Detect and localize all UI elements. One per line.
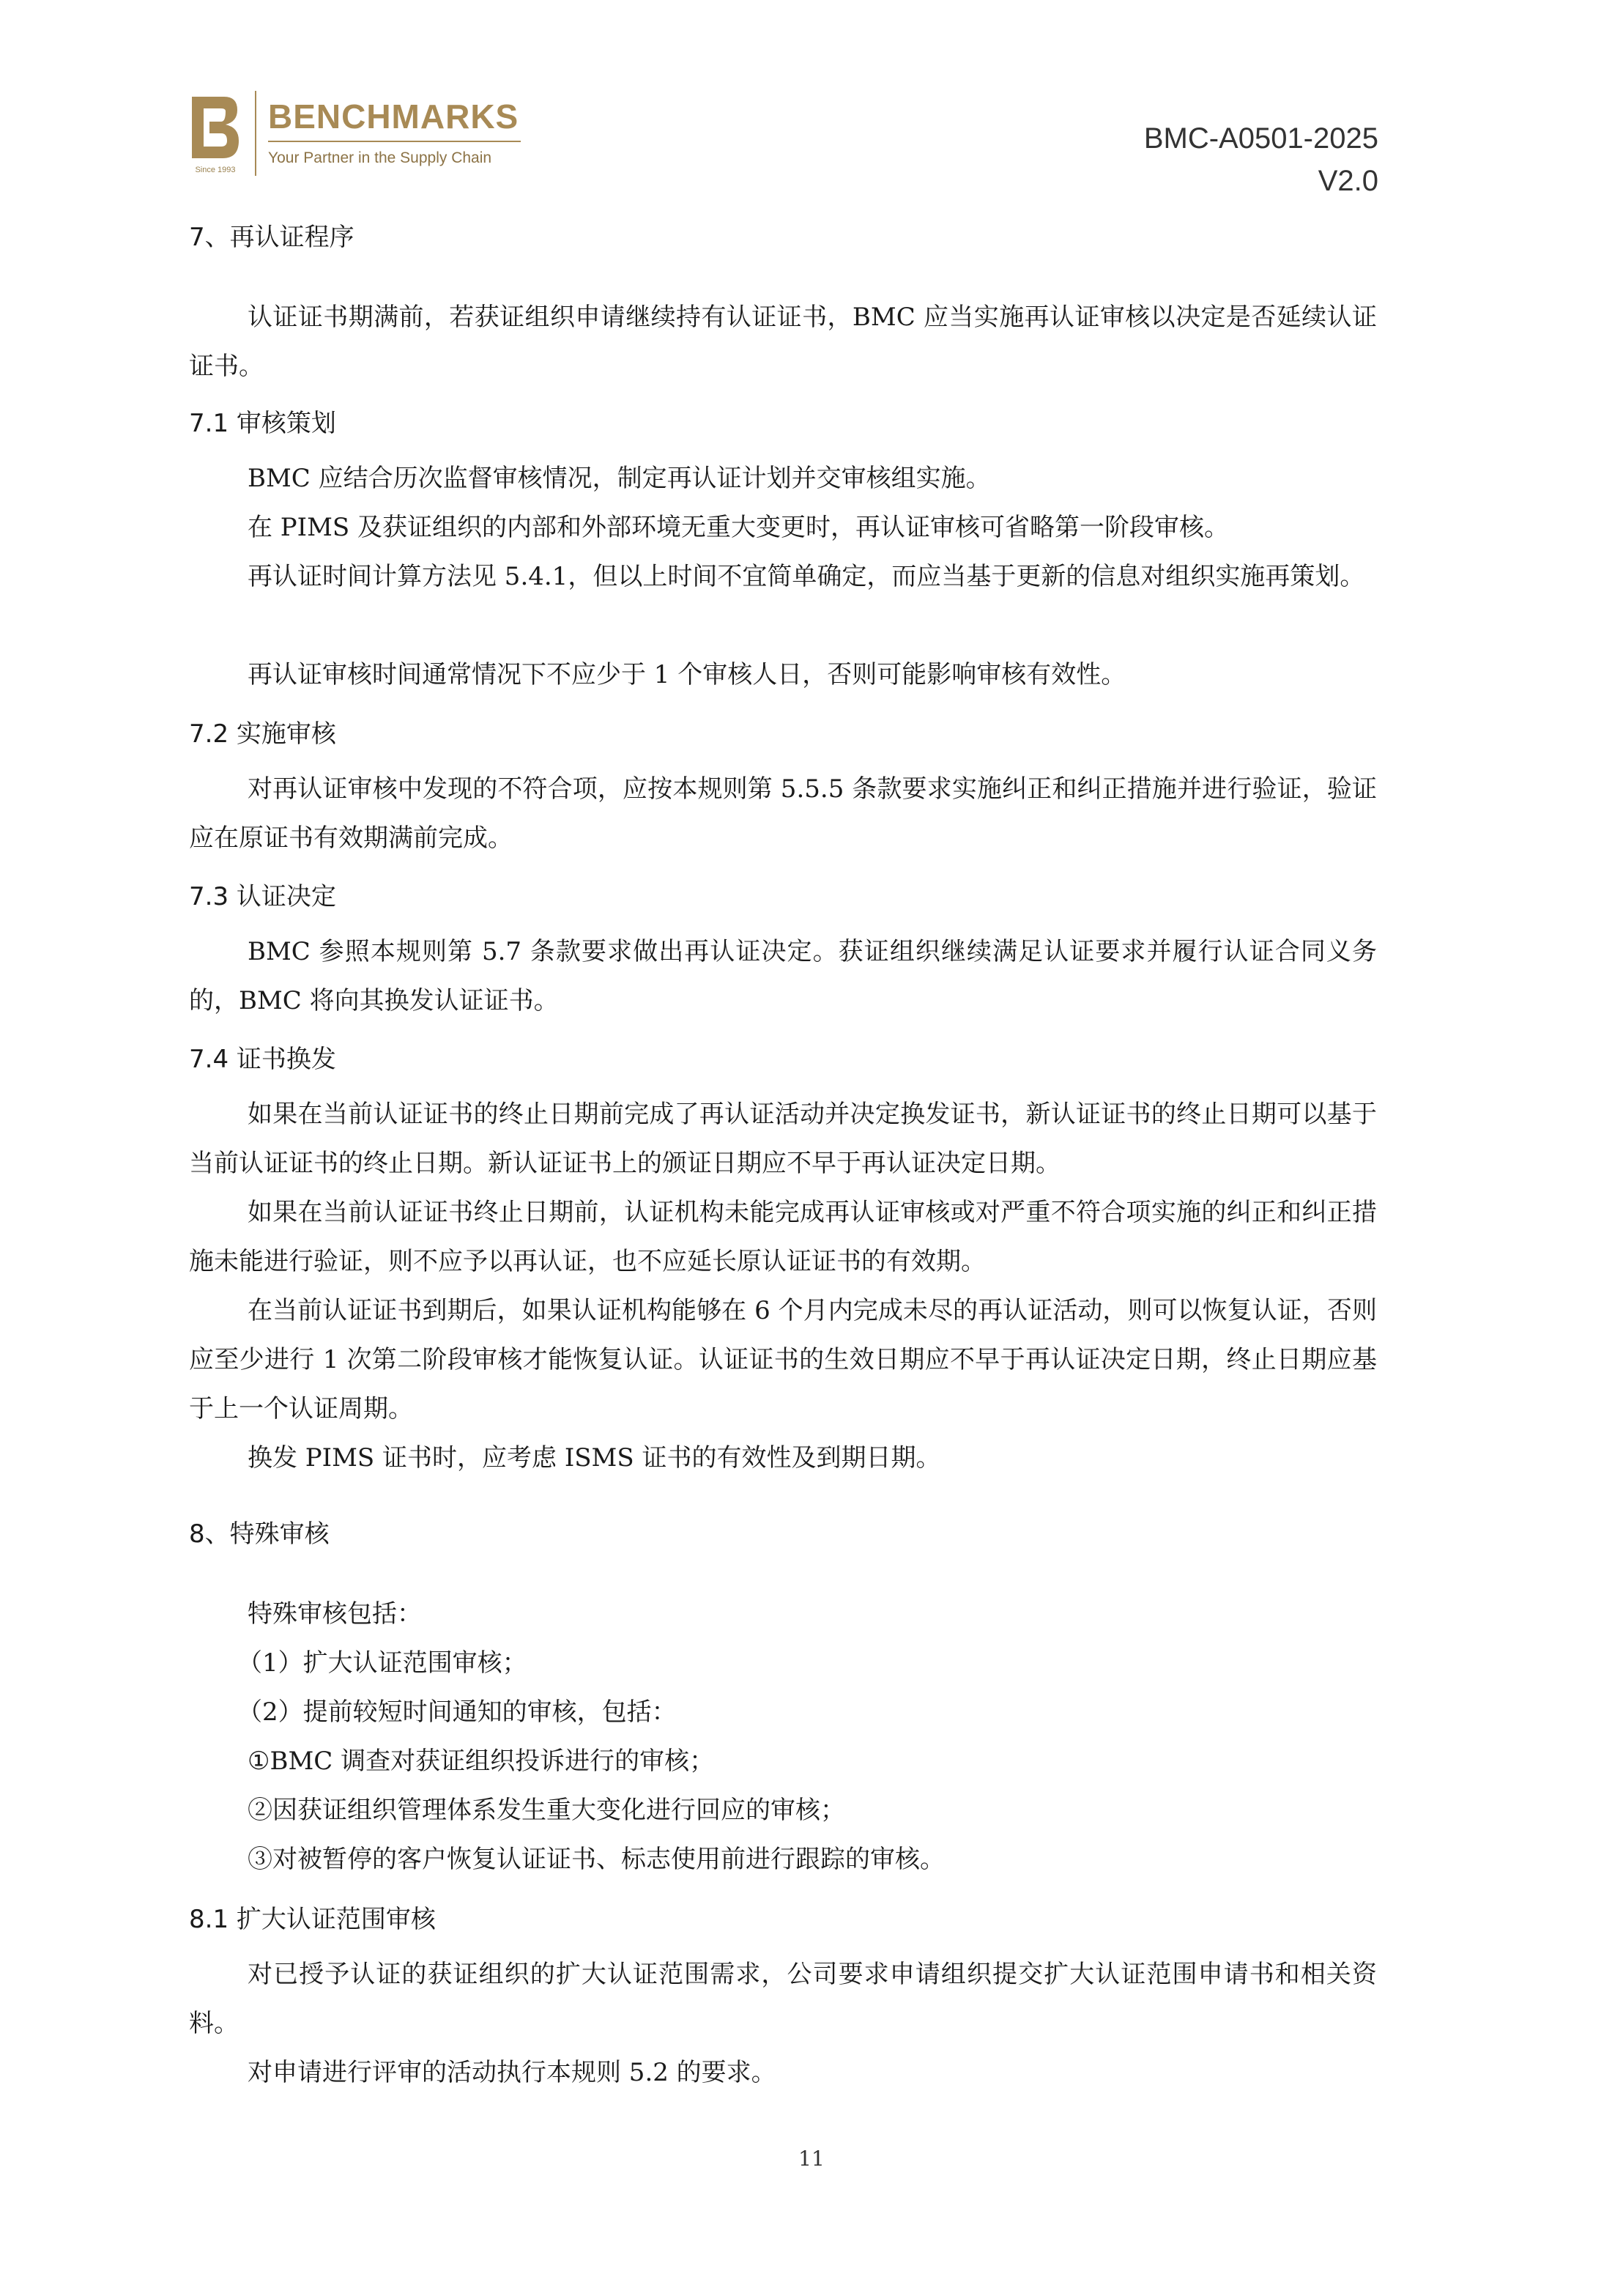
section-8-1-title: 8.1 扩大认证范围审核	[189, 1905, 436, 1934]
page-number: 11	[798, 2147, 825, 2171]
section-8-title: 8、特殊审核	[189, 1519, 330, 1549]
section-7-2-title: 7.2 实施审核	[189, 719, 336, 749]
section-8-1-para-1: 对已授予认证的获证组织的扩大认证范围需求，公司要求申请组织提交扩大认证范围申请书和相关资料。	[189, 1960, 1377, 2038]
section-7-4-title: 7.4 证书换发	[189, 1045, 336, 1074]
section-7-intro: 认证证书期满前，若获证组织申请继续持有认证证书，BMC 应当实施再认证审核以决定是否延续认证证书。	[189, 303, 1377, 381]
brand-underline	[268, 141, 521, 142]
section-7-1-para-4: 再认证审核时间通常情况下不应少于 1 个审核人日，否则可能影响审核有效性。	[248, 660, 1126, 689]
document-version: V2.0	[1318, 165, 1378, 197]
section-7-4-para-2: 如果在当前认证证书终止日期前，认证机构未能完成再认证审核或对严重不符合项实施的纠正和纠正措施未能进行验证，则不应予以再认证，也不应延长原认证证书的有效期。	[189, 1198, 1377, 1276]
section-7-4-para-3: 在当前认证证书到期后，如果认证机构能够在 6 个月内完成未尽的再认证活动，则可以恢复认证，否则应至少进行 1 次第二阶段审核才能恢复认证。认证证书的生效日期应不早于再认证决定日期，终止日期应基于上一个认证周期。	[189, 1296, 1377, 1423]
benchmarks-logo-icon	[189, 92, 242, 163]
since-label: Since 1993	[195, 166, 236, 174]
section-7-title: 7、再认证程序	[189, 223, 354, 252]
section-8-1-para-2: 对申请进行评审的活动执行本规则 5.2 的要求。	[248, 2058, 776, 2087]
logo-divider	[255, 91, 256, 176]
section-7-1-para-1: BMC 应结合历次监督审核情况，制定再认证计划并交审核组实施。	[248, 464, 991, 493]
special-audit-subitem-1: ①BMC 调查对获证组织投诉进行的审核；	[248, 1747, 715, 1776]
section-7-3-title: 7.3 认证决定	[189, 882, 336, 911]
brand-name: BENCHMARKS	[268, 97, 519, 136]
section-7-3-para-1: BMC 参照本规则第 5.7 条款要求做出再认证决定。获证组织继续满足认证要求并履行认证合同义务的，BMC 将向其换发认证证书。	[189, 937, 1377, 1015]
special-audit-item-1: （1）扩大认证范围审核；	[237, 1648, 527, 1678]
company-logo	[189, 86, 526, 182]
section-7-4-para-4: 换发 PIMS 证书时，应考虑 ISMS 证书的有效性及到期日期。	[248, 1443, 941, 1473]
section-8-intro: 特殊审核包括：	[248, 1599, 422, 1629]
special-audit-subitem-2: ②因获证组织管理体系发生重大变化进行回应的审核；	[248, 1796, 845, 1825]
section-7-4-para-1: 如果在当前认证证书的终止日期前完成了再认证活动并决定换发证书，新认证证书的终止日期可以基于当前认证证书的终止日期。新认证证书上的颁证日期应不早于再认证决定日期。	[189, 1100, 1377, 1178]
section-7-1-para-2: 在 PIMS 及获证组织的内部和外部环境无重大变更时，再认证审核可省略第一阶段审核。	[248, 513, 1230, 542]
document-number: BMC-A0501-2025	[1143, 122, 1378, 155]
section-7-1-para-3: 再认证时间计算方法见 5.4.1，但以上时间不宜简单确定，而应当基于更新的信息对组织实施再策划。	[248, 562, 1365, 591]
section-7-1-title: 7.1 审核策划	[189, 409, 336, 438]
document-id	[1144, 117, 1378, 202]
brand-tagline: Your Partner in the Supply Chain	[268, 149, 492, 166]
section-7-2-para-1: 对再认证审核中发现的不符合项，应按本规则第 5.5.5 条款要求实施纠正和纠正措施并进行验证，验证应在原证书有效期满前完成。	[189, 774, 1377, 853]
special-audit-item-2: （2）提前较短时间通知的审核，包括：	[237, 1697, 677, 1727]
special-audit-subitem-3: ③对被暂停的客户恢复认证证书、标志使用前进行跟踪的审核。	[248, 1845, 945, 1874]
